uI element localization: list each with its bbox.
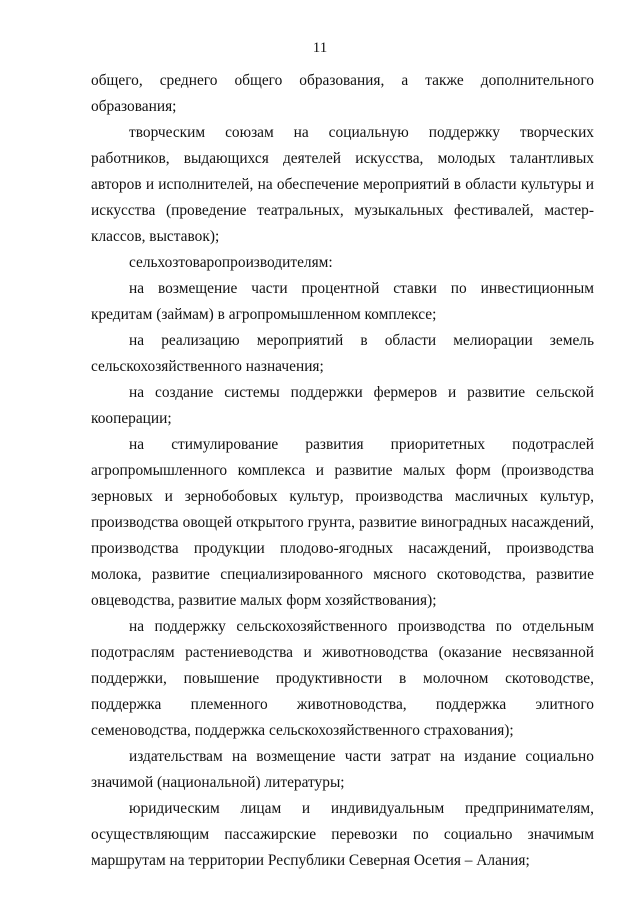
paragraph-priority-subsectors: на стимулирование развития приоритетных подотраслей агропромышленного комплекса и развитие малых форм (производства зерновых и зернобобовых культур, производства масличных культур, производства овощей открытого грунта, развитие виноградных насаждений, производства продукции плодово-ягодных насаждений, производства молока, развитие специализированного мясного скотоводства, развитие овцеводства, развитие малых форм хозяйствования);: [91, 436, 594, 609]
paragraph-melioration: на реализацию мероприятий в области мелиорации земель сельскохозяйственного назначения;: [91, 332, 594, 375]
paragraph-publishers: издательствам на возмещение части затрат на издание социально значимой (национальной) литературы;: [91, 748, 594, 791]
paragraph-creative-unions: творческим союзам на социальную поддержку творческих работников, выдающихся деятелей искусства, молодых талантливых авторов и исполнителей, на обеспечение мероприятий в области культуры и искусства (проведение театральных, музыкальных фестивалей, мастер-классов, выставок);: [91, 124, 594, 245]
paragraph-agri-production: на поддержку сельскохозяйственного производства по отдельным подотраслям растениеводства и животноводства (оказание несвязанной поддержки, повышение продуктивности в молочном скотоводстве, поддержка племенного животноводства, поддержка элитного семеноводства, поддержка сельскохозяйственного страхования);: [91, 618, 594, 739]
document-body: [91, 68, 594, 874]
paragraph-farmer-support: на создание системы поддержки фермеров и развитие сельской кооперации;: [91, 384, 594, 427]
paragraph-continuation: общего, среднего общего образования, а также дополнительного образования;: [91, 72, 594, 115]
paragraph-interest-rate: на возмещение части процентной ставки по инвестиционным кредитам (займам) в агропромышленном комплексе;: [91, 280, 594, 323]
paragraph-agri-producers: сельхозтоваропроизводителям:: [129, 254, 333, 271]
page-number: 11: [312, 40, 328, 56]
paragraph-transport: юридическим лицам и индивидуальным предпринимателям, осуществляющим пассажирские перевозки по социально значимым маршрутам на территории Республики Северная Осетия – Алания;: [91, 800, 594, 869]
